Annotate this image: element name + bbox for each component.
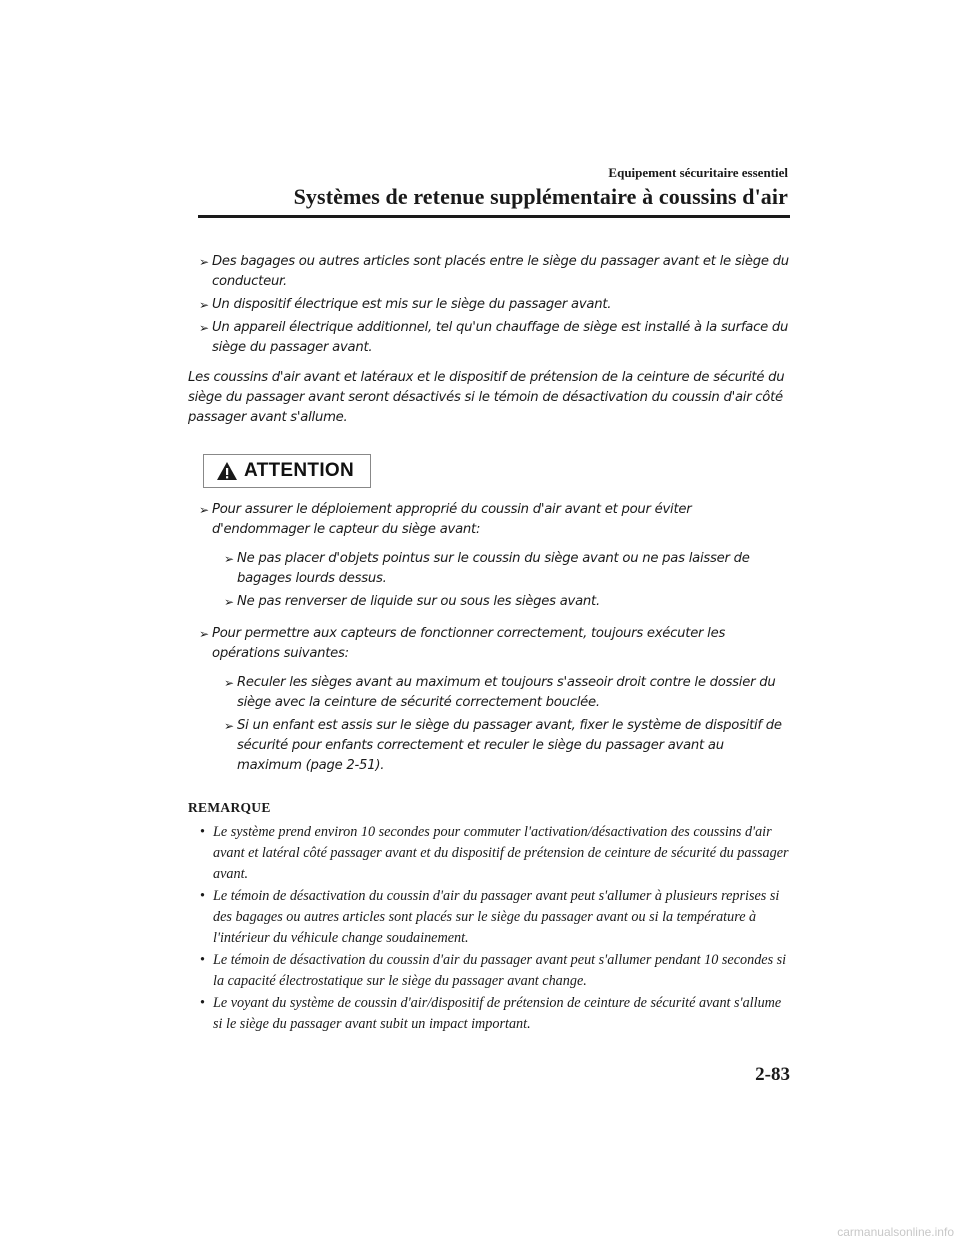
list-item: [188, 252, 792, 292]
section-label: Equipement sécuritaire essentiel: [608, 165, 788, 180]
remarque-heading: REMARQUE: [188, 800, 271, 815]
sub-list-item: [213, 673, 792, 713]
list-item-text: Un appareil électrique additionnel, tel qu'un chauffage de siège est installé à la surface du siège du passager avant.: [212, 320, 789, 355]
page-title: Systèmes de retenue supplémentaire à coussins d'air: [293, 184, 788, 209]
arrow-bullet-icon: ➢: [199, 503, 209, 517]
note-text: Le témoin de désactivation du coussin d'air du passager avant peut s'allumer à plusieurs reprises si des bagages ou autres articles sont placés sur le siège du passager avant ou si la température à l'intérieur du véhicule change soudainement.: [213, 888, 780, 946]
sub-list-item: [213, 716, 792, 776]
list-item: [188, 318, 792, 358]
arrow-bullet-icon: ➢: [224, 595, 234, 609]
arrow-bullet-icon: ➢: [199, 255, 209, 269]
list-item-text: Un dispositif électrique est mis sur le siège du passager avant.: [212, 297, 612, 312]
header-divider: [198, 215, 790, 218]
note-item: [188, 822, 792, 885]
sub-list-item: [213, 549, 792, 589]
main-content: [188, 252, 792, 1036]
list-item: [188, 500, 792, 540]
arrow-bullet-icon: ➢: [224, 719, 234, 733]
attention-banner: [203, 454, 371, 488]
list-item-text: Ne pas renverser de liquide sur ou sous les sièges avant.: [237, 594, 600, 609]
watermark: carmanualsonline.info: [837, 1225, 954, 1239]
list-item: [188, 624, 792, 664]
note-text: Le système prend environ 10 secondes pour commuter l'activation/désactivation des coussins d'air avant et latéral côté passager avant et du dispositif de prétension de ceinture de sécurité du passager avant.: [213, 824, 789, 882]
note-item: [188, 886, 792, 949]
arrow-bullet-icon: ➢: [199, 627, 209, 641]
list-item-text: Pour permettre aux capteurs de fonctionner correctement, toujours exécuter les opérations suivantes:: [212, 626, 726, 661]
sub-list-item: [213, 592, 792, 612]
bullet-dot-icon: •: [200, 824, 205, 840]
attention-label: ATTENTION: [244, 460, 355, 481]
list-item-text: Des bagages ou autres articles sont placés entre le siège du passager avant et le siège du conducteur.: [212, 254, 789, 289]
body-paragraph: Les coussins d'air avant et latéraux et le dispositif de prétension de la ceinture de sécurité du siège du passager avant seront désactivés si le témoin de désactivation du coussin d'air côté passager avant s'allume.: [188, 370, 785, 425]
bullet-dot-icon: •: [200, 952, 205, 968]
list-item-text: Ne pas placer d'objets pointus sur le coussin du siège avant ou ne pas laisser de bagages lourds dessus.: [237, 551, 750, 586]
list-item-text: Reculer les sièges avant au maximum et toujours s'asseoir droit contre le dossier du siège avec la ceinture de sécurité correctement bouclée.: [237, 675, 776, 710]
note-text: Le témoin de désactivation du coussin d'air du passager avant peut s'allumer pendant 10 secondes si la capacité électrostatique sur le siège du passager avant change.: [213, 952, 787, 989]
note-text: Le voyant du système de coussin d'air/dispositif de prétension de ceinture de sécurité avant s'allume si le siège du passager avant subit un impact important.: [213, 995, 782, 1032]
note-item: [188, 950, 792, 992]
list-item-text: Pour assurer le déploiement approprié du coussin d'air avant et pour éviter d'endommager le capteur du siège avant:: [212, 502, 692, 537]
list-item-text: Si un enfant est assis sur le siège du passager avant, fixer le système de dispositif de sécurité pour enfants correctement et reculer le siège du passager avant au maximum (page 2-51).: [237, 718, 782, 773]
arrow-bullet-icon: ➢: [199, 321, 209, 335]
bullet-dot-icon: •: [200, 888, 205, 904]
bullet-dot-icon: •: [200, 995, 205, 1011]
arrow-bullet-icon: ➢: [199, 298, 209, 312]
list-item: [188, 295, 792, 315]
arrow-bullet-icon: ➢: [224, 676, 234, 690]
arrow-bullet-icon: ➢: [224, 552, 234, 566]
warning-icon: [216, 461, 238, 481]
note-item: [188, 993, 792, 1035]
page-number: 2-83: [755, 1064, 790, 1085]
